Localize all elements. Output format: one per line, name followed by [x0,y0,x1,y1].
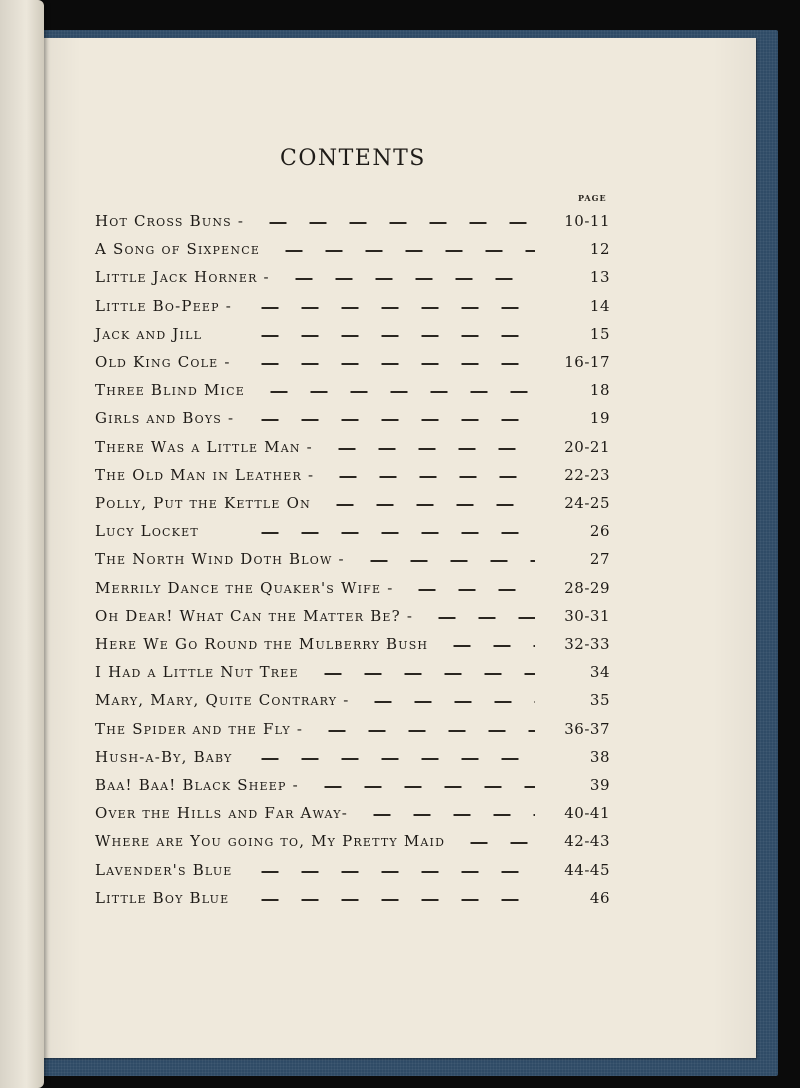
toc-entry [0,742,800,766]
toc-entry [0,460,800,484]
toc-entry [0,432,800,456]
toc-leader-dots [259,391,535,393]
toc-entry [0,685,800,709]
toc-leader-dots [363,701,535,703]
toc-leader-dots [250,899,535,901]
toc-entry-title: The Old Man in Leather - [95,465,315,484]
toc-entry-page: 42-43 [564,832,610,851]
toc-leader-dots [274,250,535,252]
toc-leader-dots [250,419,535,421]
toc-leader-dots [359,560,535,562]
toc-leader-dots [313,786,535,788]
toc-entry-title: Old King Cole - [95,353,231,371]
toc-entry [0,262,800,286]
toc-entry [0,714,800,738]
toc-entry-title: Mary, Mary, Quite Contrary - [95,691,350,710]
toc-leader-dots [250,532,535,534]
toc-entry-page: 28-29 [564,578,610,597]
page-column-label: PAGE [578,193,607,203]
toc-entry [0,403,800,427]
toc-entry-title: Little Boy Blue [95,888,230,907]
toc-entry-title: Lavender's Blue [95,860,233,879]
toc-entry-title: The North Wind Doth Blow - [95,550,345,569]
toc-entry-title: The Spider and the Fly - [95,719,304,738]
toc-entry-page: 40-41 [564,804,610,823]
toc-entry-title: Here We Go Round the Mulberry Bush [95,635,429,653]
toc-entry-page: 19 [589,409,610,428]
toc-leader-dots [407,589,535,591]
toc-entry-page: 36-37 [564,719,610,738]
toc-entry [0,601,800,625]
toc-entry-page: 30-31 [564,606,610,625]
toc-entry-page: 15 [589,324,610,343]
toc-leader-dots [258,222,535,224]
toc-leader-dots [459,842,535,844]
toc-entry [0,855,800,879]
toc-entry-title: Little Jack Horner - [95,268,270,287]
toc-leader-dots [327,448,535,450]
toc-entry-title: Baa! Baa! Black Sheep - [95,776,299,794]
toc-entry [0,544,800,568]
toc-entry-title: Girls and Boys - [95,409,235,428]
toc-entry-title: There Was a Little Man - [95,437,313,456]
toc-entry [0,826,800,850]
toc-leader-dots [442,645,535,647]
toc-entry [0,629,800,653]
toc-entry [0,573,800,597]
toc-entry-page: 35 [589,691,610,710]
toc-entry-title: Over the Hills and Far Away- [95,804,348,823]
toc-entry-title: I Had a Little Nut Tree [95,663,299,682]
toc-entry [0,347,800,371]
toc-entry-title: Hush-a-By, Baby [95,747,233,766]
toc-entry [0,375,800,399]
toc-entry-page: 24-25 [564,494,610,512]
toc-entry-title: A Song of Sixpence [95,240,261,259]
toc-leader-dots [427,617,535,619]
toc-entry-page: 18 [589,381,610,400]
toc-entry [0,798,800,822]
toc-entry-page: 38 [589,747,610,766]
toc-entry-page: 16-17 [564,353,610,371]
toc-leader-dots [250,335,535,337]
toc-entry-title: Merrily Dance the Quaker's Wife - [95,578,394,597]
toc-entry-title: Lucy Locket [95,522,199,541]
toc-entry-page: 39 [589,776,610,794]
toc-entry-page: 13 [589,268,610,287]
toc-leader-dots [325,504,535,506]
toc-entry-title: Oh Dear! What Can the Matter Be? - [95,606,414,625]
toc-entry [0,657,800,681]
toc-entry-title: Jack and Jill [95,324,203,343]
toc-entry-page: 20-21 [564,437,610,456]
toc-entry-page: 12 [589,240,610,259]
toc-leader-dots [362,814,535,816]
toc-entry-title: Three Blind Mice [95,381,245,400]
toc-leader-dots [313,673,535,675]
toc-entry-title: Hot Cross Buns - [95,212,245,230]
toc-leader-dots [250,758,535,760]
toc-entry [0,319,800,343]
toc-entry-page: 44-45 [564,860,610,879]
toc-leader-dots [250,363,535,365]
toc-entry-page: 22-23 [564,465,610,484]
toc-entry [0,291,800,315]
toc-leader-dots [250,871,535,873]
toc-leader-dots [328,476,535,478]
toc-entry [0,206,800,230]
toc-leader-dots [317,730,535,732]
toc-entry-title: Where are You going to, My Pretty Maid [95,832,446,851]
toc-entry [0,883,800,907]
toc-entry [0,488,800,512]
toc-entry-page: 32-33 [564,635,610,653]
toc-entry-page: 10-11 [564,212,610,230]
page-title: CONTENTS [280,146,426,171]
toc-entry-page: 46 [589,888,610,907]
toc-entry [0,770,800,794]
toc-entry-page: 34 [589,663,610,682]
toc-entry [0,234,800,258]
toc-entry-page: 26 [589,522,610,541]
toc-entry-title: Little Bo-Peep - [95,296,232,315]
toc-entry-page: 27 [589,550,610,569]
toc-leader-dots [284,278,535,280]
toc-entry [0,516,800,540]
toc-entry-title: Polly, Put the Kettle On [95,494,311,512]
toc-leader-dots [250,307,535,309]
toc-entry-page: 14 [589,296,610,315]
